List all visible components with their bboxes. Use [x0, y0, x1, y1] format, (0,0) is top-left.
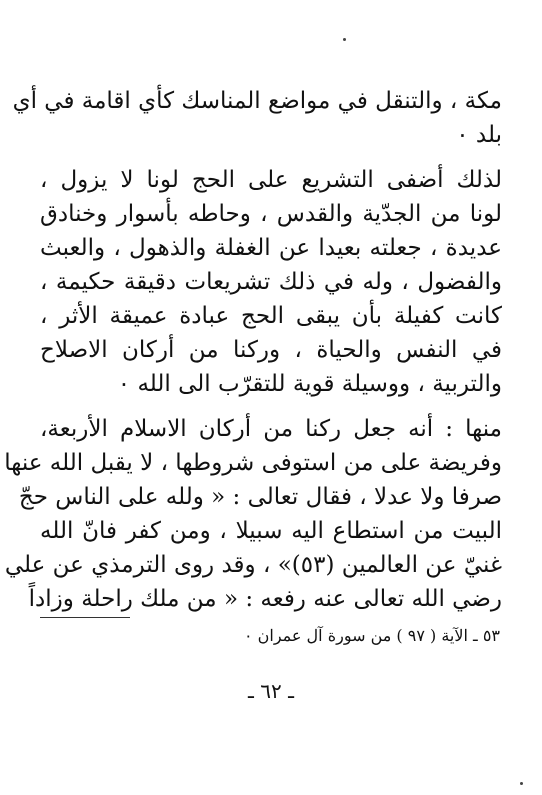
text-line-5: عديدة ، جعلته بعيدا عن الغفلة والذهول ، والعبث: [40, 235, 502, 261]
text-line-8: في النفس والحياة ، وركنا من أركان الاصلاح: [40, 337, 502, 363]
text-line-1: مكة ، والتنقل في مواضع المناسك كأي اقامة في أي: [12, 88, 502, 114]
text-line-13: البيت من استطاع اليه سبيلا ، ومن كفر فانّ الله: [40, 518, 502, 544]
ink-speck: [520, 782, 523, 785]
text-line-15: رضي الله تعالى عنه رفعه : « من ملك راحلة وزاداً: [28, 586, 502, 612]
text-line-7: كانت كفيلة بأن يبقى الحج عبادة عميقة الأثر ،: [40, 303, 502, 329]
footnote: ٥٣ ـ الآية ( ٩٧ ) من سورة آل عمران ٠: [243, 626, 500, 645]
text-line-14: غنيّ عن العالمين (٥٣)» ، وقد روى الترمذي عن علي: [4, 552, 502, 578]
page-number: ـ ٦٢ ـ: [248, 679, 294, 703]
text-line-3: لذلك أضفى التشريع على الحج لونا لا يزول ،: [40, 167, 502, 193]
text-line-10: منها : أنه جعل ركنا من أركان الاسلام الأربعة،: [40, 416, 502, 442]
text-line-2: بلد ٠: [456, 122, 502, 148]
text-line-4: لونا من الجدّية والقدس ، وحاطه بأسوار وخنادق: [40, 201, 502, 227]
text-line-12: صرفا ولا عدلا ، فقال تعالى : « ولله على الناس حجّ: [18, 484, 502, 510]
footnote-divider: [40, 617, 130, 618]
text-line-6: والفضول ، وله في ذلك تشريعات دقيقة حكيمة ،: [40, 269, 502, 295]
text-line-11: وفريضة على من استوفى شروطها ، لا يقبل الله عنها: [4, 450, 502, 476]
ink-speck: [343, 38, 346, 41]
text-line-9: والتربية ، ووسيلة قوية للتقرّب الى الله ٠: [117, 371, 502, 397]
